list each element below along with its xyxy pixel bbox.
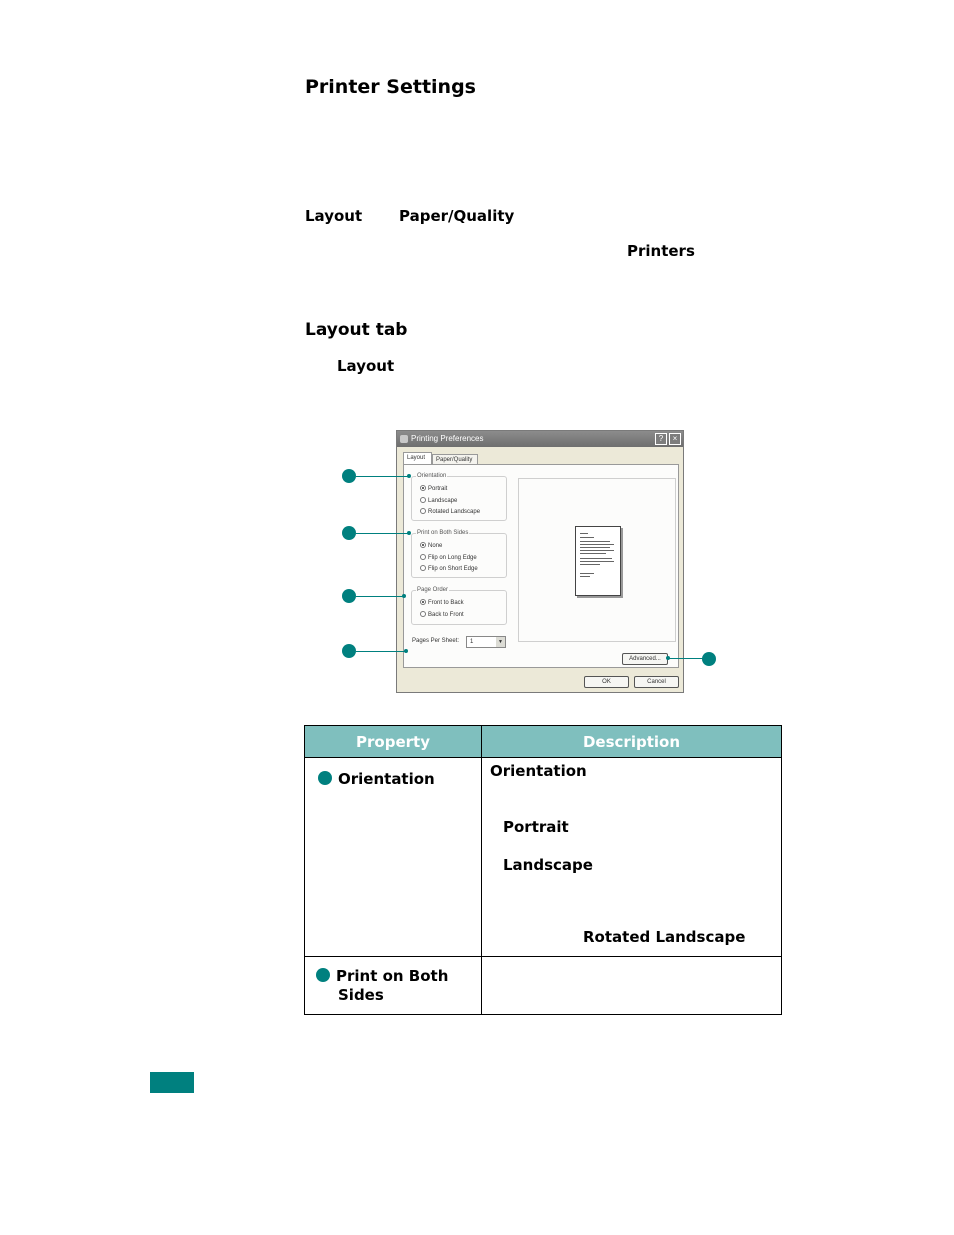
radio-icon <box>420 508 426 514</box>
radio-portrait[interactable]: Portrait <box>420 485 447 493</box>
header-description: Description <box>482 726 782 758</box>
paper-quality-tab-reference: Paper/Quality <box>399 207 515 225</box>
callout-end-icon <box>407 531 411 535</box>
radio-front-to-back[interactable]: Front to Back <box>420 599 464 607</box>
callout-line <box>356 533 408 534</box>
radio-back-to-front[interactable]: Back to Front <box>420 611 464 619</box>
chevron-down-icon: ▼ <box>496 637 505 647</box>
page-number-tab <box>150 1072 194 1093</box>
printing-preferences-dialog <box>396 430 684 693</box>
bullet-icon <box>316 968 330 982</box>
pages-per-sheet-select[interactable] <box>466 636 506 648</box>
callout-marker-icon <box>342 526 356 540</box>
radio-rotated-landscape[interactable]: Rotated Landscape <box>420 508 480 516</box>
property-print-both-sides-line1: Print on Both <box>336 967 449 985</box>
callout-end-icon <box>407 474 411 478</box>
radio-selected-icon <box>420 599 426 605</box>
property-print-both-sides-line2: Sides <box>338 986 384 1004</box>
layout-preview <box>518 478 676 642</box>
radio-landscape[interactable]: Landscape <box>420 497 457 505</box>
table-row <box>305 957 782 1015</box>
help-button[interactable]: ? <box>655 433 667 445</box>
callout-marker-icon <box>342 644 356 658</box>
tab-paper-quality[interactable]: Paper/Quality <box>432 454 478 465</box>
callout-marker-icon <box>342 469 356 483</box>
layout-tab-reference: Layout <box>305 207 363 225</box>
callout-line <box>668 658 704 659</box>
dialog-titlebar <box>397 431 683 447</box>
property-orientation: Orientation <box>338 770 435 788</box>
radio-none[interactable]: None <box>420 542 442 550</box>
radio-flip-long-edge[interactable]: Flip on Long Edge <box>420 554 477 562</box>
printers-reference: Printers <box>627 242 695 260</box>
pages-per-sheet-label: Pages Per Sheet: <box>412 638 460 644</box>
header-property: Property <box>305 726 482 758</box>
callout-line <box>356 476 408 477</box>
page-order-label: Page Order <box>417 587 449 593</box>
advanced-button[interactable]: Advanced... <box>622 653 668 665</box>
cancel-button[interactable]: Cancel <box>634 676 679 688</box>
printer-icon <box>400 435 408 443</box>
dialog-title: Printing Preferences <box>411 434 484 443</box>
callout-end-icon <box>402 594 406 598</box>
radio-flip-short-edge[interactable]: Flip on Short Edge <box>420 565 478 573</box>
callout-line <box>356 596 404 597</box>
page-title: Printer Settings <box>305 76 476 98</box>
layout-panel <box>403 464 679 668</box>
desc-title: Orientation <box>490 762 587 780</box>
print-both-sides-group <box>411 530 507 578</box>
property-cell <box>305 957 482 1015</box>
page-preview-icon <box>575 526 621 596</box>
radio-selected-icon <box>420 542 426 548</box>
layout-reference: Layout <box>337 357 395 375</box>
bullet-icon <box>318 771 332 785</box>
tab-layout[interactable]: Layout <box>403 452 432 465</box>
callout-line <box>356 651 406 652</box>
page-order-group <box>411 587 507 625</box>
orientation-label: Orientation <box>417 473 447 479</box>
ok-button[interactable]: OK <box>584 676 629 688</box>
desc-portrait: Portrait <box>503 818 569 836</box>
desc-landscape: Landscape <box>503 856 593 874</box>
desc-rotated-landscape: Rotated Landscape <box>583 928 746 946</box>
print-both-sides-label: Print on Both Sides <box>417 530 469 536</box>
orientation-group <box>411 473 507 521</box>
callout-marker-icon <box>342 589 356 603</box>
pages-per-sheet-value: 1 <box>470 639 474 645</box>
table-row <box>305 758 782 957</box>
description-cell <box>482 957 782 1015</box>
radio-icon <box>420 611 426 617</box>
close-button[interactable]: × <box>669 433 681 445</box>
radio-icon <box>420 554 426 560</box>
property-cell <box>305 758 482 957</box>
callout-end-icon <box>666 656 670 660</box>
radio-selected-icon <box>420 485 426 491</box>
description-cell <box>482 758 782 957</box>
section-title: Layout tab <box>305 320 408 340</box>
property-table <box>304 725 782 1015</box>
radio-icon <box>420 565 426 571</box>
callout-end-icon <box>404 649 408 653</box>
callout-marker-icon <box>702 652 716 666</box>
radio-icon <box>420 497 426 503</box>
